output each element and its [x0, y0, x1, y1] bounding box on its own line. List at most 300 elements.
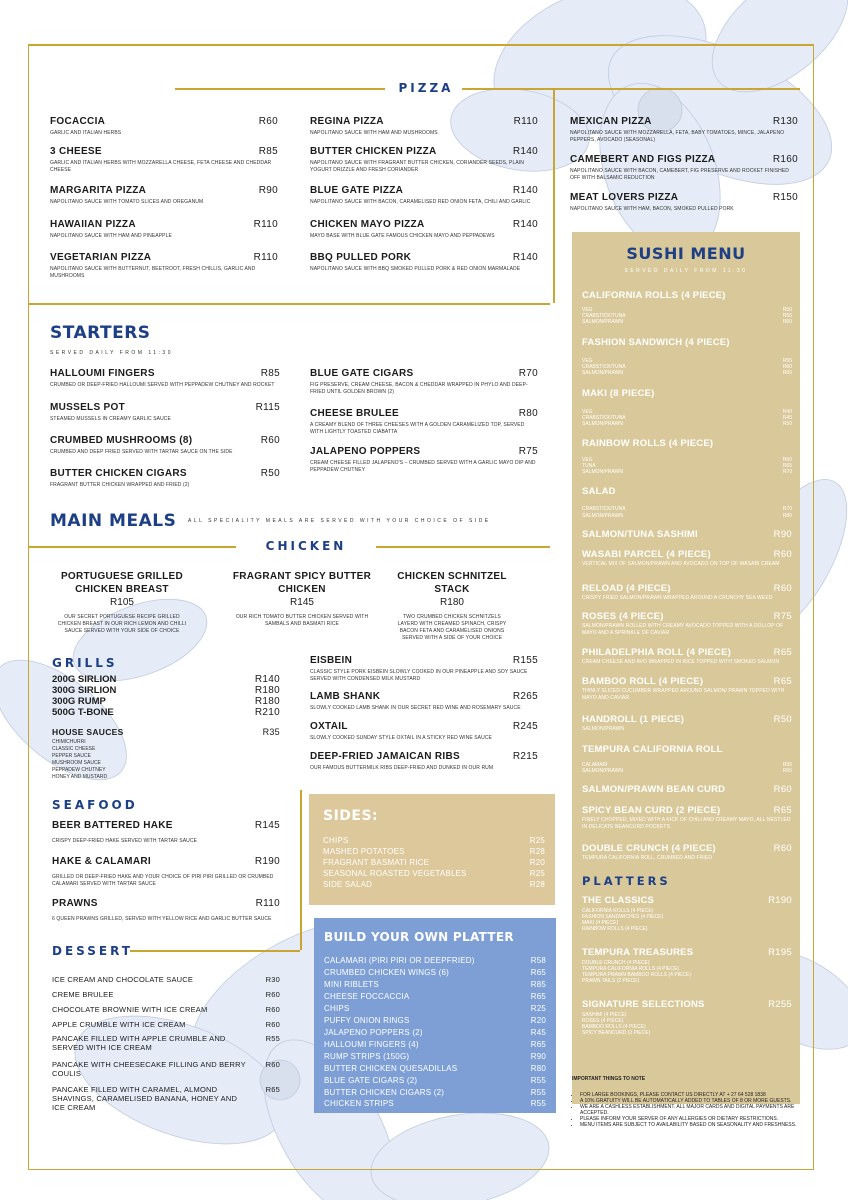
platter-row — [324, 1076, 546, 1085]
item-price: R60 — [258, 116, 278, 127]
item-price: R150 — [772, 192, 798, 203]
sauce: CHIMICHURRI — [52, 739, 86, 745]
sushi-item — [582, 647, 792, 666]
note-item: • MENU ITEMS ARE SUBJECT TO AVAILABILITY BASED ON SEASONALITY AND FRESHNESS. — [580, 1122, 802, 1128]
sushi-sub — [582, 506, 792, 512]
item-price: R70 — [518, 368, 538, 379]
item-name: OXTAIL — [310, 721, 348, 732]
sub-price: R55 — [782, 313, 792, 319]
item-name: MARGARITA PIZZA — [50, 185, 147, 196]
starters-title: STARTERS — [50, 323, 151, 343]
item-name: PANCAKE FILLED WITH APPLE CRUMBLE AND SERVED WITH ICE CREAM — [52, 1034, 226, 1052]
item-price: R65 — [530, 968, 546, 977]
item-name: CHEESE FOCCACCIA — [324, 992, 410, 1001]
sub-price: R70 — [782, 469, 792, 475]
item-price: R110 — [253, 252, 278, 263]
item-name: DEEP-FRIED JAMAICAN RIBS — [310, 751, 460, 762]
grills-list — [52, 674, 280, 718]
item-price: R28 — [529, 880, 545, 889]
sushi-panel — [572, 232, 800, 1104]
item-price: R85 — [530, 980, 546, 989]
chicken-item — [228, 570, 376, 628]
sushi-sub — [582, 370, 792, 376]
platter-row — [324, 1064, 546, 1073]
pizza-item — [310, 219, 538, 240]
item-price: R28 — [529, 847, 545, 856]
pizza-item — [50, 146, 278, 174]
house-sauces — [52, 727, 280, 781]
item-name: CHIPS — [324, 1004, 350, 1013]
sub-name: SALMON/PRAWN — [582, 768, 623, 774]
pizza-item — [570, 192, 798, 213]
item-desc: SLOWLY COOKED LAMB SHANK IN OUR SECRET RED WINE AND ROSEMARY SAUCE — [310, 705, 521, 711]
item-name: SIDE SALAD — [323, 880, 373, 889]
item-desc: OUR SECRET PORTUGUESE RECIPE GRILLED CHICKEN BREAST IN OUR RICH LEMON AND CHILLI SAUCE SERVED WITH YOUR SIDE OF CHOICE — [57, 614, 187, 634]
item-name: FASHION SANDWICH (4 PIECE) — [582, 337, 730, 348]
item-price: R65 — [530, 1040, 546, 1049]
sauce: CLASSIC CHEESE — [52, 746, 96, 752]
platter-line: FASHION SANDWICHES (4 PIECE) — [582, 914, 664, 920]
item-price: R145 — [254, 820, 280, 831]
sauces-price: R35 — [262, 727, 280, 737]
item-name: TEMPURA CALIFORNIA ROLL — [582, 744, 723, 755]
item-name: CHICKEN MAYO PIZZA — [310, 219, 425, 230]
main-meals-note: ALL SPECIALITY MEALS ARE SERVED WITH YOUR CHOICE OF SIDE — [188, 518, 491, 524]
sub-price: R60 — [782, 364, 792, 370]
item-price: R245 — [512, 721, 538, 732]
item-desc: NAPOLITANO SAUCE WITH MOZZARELLA, FETA, BABY TOMATOES, MINCE, JALAPENO PEPPERS, AVOCADO (SEASONAL) — [570, 130, 785, 143]
sushi-item — [582, 784, 792, 795]
starters-subtitle: SERVED DAILY FROM 11:30 — [50, 350, 173, 356]
sub-price: R50 — [782, 307, 792, 313]
note-item: • A 10% GRATUITY WILL BE AUTOMATICALLY ADDED TO TABLES OF 8 OR MORE GUESTS. — [580, 1098, 802, 1104]
item-desc: THINLY SLICED CUCUMBER WRAPPED AROUND SALMON/ PRAWN TOPPED WITH MAYO AND CAVIAR — [582, 688, 785, 701]
platter-line: DOUBLE CRUNCH (4 PIECE) — [582, 960, 650, 966]
item-name: CHOCOLATE BROWNIE WITH ICE CREAM — [52, 1005, 208, 1014]
main-item — [310, 751, 538, 772]
platter-line: PRAWN TAILS (2 PIECE) — [582, 978, 640, 984]
grill-row — [52, 674, 280, 685]
item-price: R60 — [265, 1060, 280, 1069]
sushi-item — [582, 843, 792, 862]
important-notes — [572, 1076, 802, 1128]
sub-price: R80 — [782, 513, 792, 519]
sushi-subtitle: SERVED DAILY FROM 11:30 — [624, 268, 748, 274]
item-name: 300G RUMP — [52, 696, 106, 707]
item-name: RELOAD (4 PIECE) — [582, 583, 671, 594]
platters-title: PLATTERS — [582, 874, 671, 888]
item-desc: OUR RICH TOMATO BUTTER CHICKEN SERVED WITH SAMBALS AND BASMATI RICE — [235, 614, 369, 627]
item-name: RAINBOW ROLLS (4 PIECE) — [582, 438, 714, 449]
item-price: R55 — [265, 1034, 280, 1043]
item-name: HALLOUMI FINGERS (4) — [324, 1040, 419, 1049]
pizza-item — [310, 252, 538, 273]
item-price: R215 — [512, 751, 538, 762]
sushi-item — [582, 744, 792, 774]
item-name: SALAD — [582, 486, 616, 497]
starter-item — [310, 408, 538, 436]
item-name: CHICKEN SCHNITZEL STACK — [397, 571, 507, 595]
item-name: 500G T-BONE — [52, 707, 114, 718]
item-price: R60 — [773, 549, 792, 560]
item-name: CRUMBED MUSHROOMS (8) — [50, 435, 193, 446]
item-name: JALAPENO POPPERS (2) — [324, 1028, 423, 1037]
grills-title: GRILLS — [52, 656, 118, 670]
sub-name: CRABSTICK/TUNA — [582, 313, 626, 319]
platter-row — [324, 1004, 546, 1013]
pizza-item — [310, 116, 538, 137]
item-name: 200G SIRLION — [52, 674, 117, 685]
item-name: PORTUGUESE GRILLED CHICKEN BREAST — [60, 571, 184, 595]
sub-name: SALMON/PRAWN — [582, 370, 623, 376]
item-price: R65 — [773, 676, 792, 687]
dessert-title: DESSERT — [52, 944, 133, 958]
item-price: R50 — [260, 468, 280, 479]
item-name: BLUE GATE CIGARS (2) — [324, 1076, 418, 1085]
item-name: MEAT LOVERS PIZZA — [570, 192, 679, 203]
item-desc: FINELY CHOPPED, MIXED WITH A KICK OF CHILI AND CREAMY MAYO, ALL NESTLED IN DELICATE BEANCURD POCKETS — [582, 817, 791, 830]
item-name: BUTTER CHICKEN PIZZA — [310, 146, 437, 157]
item-desc: A CREAMY BLEND OF THREE CHEESES WITH A GOLDEN CARAMELIZED TOP, SERVED WITH LIGHTLY TOASTED CIABATTA — [310, 422, 525, 435]
item-price: R110 — [255, 898, 280, 909]
pizza-item — [570, 154, 798, 182]
item-name: CAMEBERT AND FIGS PIZZA — [570, 154, 716, 165]
right-column-divider — [553, 88, 555, 303]
item-desc: NAPOLITANO SAUCE WITH BBQ SMOKED PULLED PORK & RED ONION MARMALADE — [310, 266, 521, 272]
item-price: R65 — [530, 992, 546, 1001]
item-price: R140 — [512, 219, 538, 230]
item-name: CHICKEN STRIPS — [324, 1099, 394, 1108]
sushi-item — [582, 714, 792, 733]
item-desc: NAPOLITANO SAUCE WITH HAM, BACON, SMOKED PULLED PORK — [570, 206, 734, 212]
item-price: R25 — [529, 836, 545, 845]
seafood-title: SEAFOOD — [52, 798, 138, 812]
dessert-rule — [130, 950, 300, 952]
main-item — [310, 655, 538, 683]
pizza-item — [310, 146, 538, 174]
sauce: HONEY AND MUSTARD — [52, 774, 108, 780]
item-name: TEMPURA TREASURES — [582, 947, 694, 958]
item-price: R210 — [254, 707, 280, 718]
sushi-item — [582, 486, 792, 519]
platter-line: TEMPURA PRAWN BAMBOO ROLLS (4 PIECE) — [582, 972, 692, 978]
sauce: MUSHROOM SAUCE — [52, 760, 101, 766]
sides-panel — [309, 794, 555, 905]
sub-name: CRABSTICK/TUNA — [582, 506, 626, 512]
grill-row — [52, 707, 280, 718]
pizza-item — [50, 116, 278, 137]
item-name: CALAMARI (PIRI PIRI OR DEEPFRIED) — [324, 956, 475, 965]
item-price: R190 — [768, 895, 792, 906]
item-name: APPLE CRUMBLE WITH ICE CREAM — [52, 1020, 186, 1029]
sub-price: R65 — [782, 768, 792, 774]
side-row — [323, 880, 545, 889]
item-price: R180 — [440, 597, 464, 608]
sushi-item — [582, 611, 792, 637]
item-name: SALMON/TUNA SASHIMI — [582, 529, 698, 540]
platter-row — [324, 1040, 546, 1049]
item-name: BUTTER CHICKEN CIGARS — [50, 468, 187, 479]
sushi-platter — [582, 999, 792, 1036]
seafood-item — [52, 898, 280, 923]
item-name: BLUE GATE PIZZA — [310, 185, 404, 196]
sushi-item — [582, 583, 792, 602]
sub-price: R60 — [782, 319, 792, 325]
item-name: PHILADELPHIA ROLL (4 PIECE) — [582, 647, 731, 658]
platter-row — [324, 980, 546, 989]
platter-line: BAMBOO ROLLS (4 PIECE) — [582, 1024, 646, 1030]
item-price: R80 — [518, 408, 538, 419]
sub-price: R55 — [782, 358, 792, 364]
sushi-item — [582, 290, 792, 325]
starter-item — [50, 435, 280, 456]
sauces-title: HOUSE SAUCES — [52, 727, 124, 737]
dessert-item — [52, 1060, 280, 1078]
dessert-item — [52, 1005, 280, 1014]
platter-line: SPICY BEANCURD (2 PIECE) — [582, 1030, 651, 1036]
grills-divider — [300, 790, 302, 950]
item-desc: OUR FAMOUS BUTTERMILK RIBS DEEP-FRIED AND DUNKED IN OUR RUM — [310, 765, 494, 771]
item-desc: MAYO BASE WITH BLUE GATE FAMOUS CHICKEN MAYO AND PEPPADEWS — [310, 233, 495, 239]
item-desc: NAPOLITANO SAUCE WITH BUTTERNUT, BEETROOT, FRESH CHILLIS, GARLIC AND MUSHROOMS — [50, 266, 256, 279]
item-name: HANDROLL (1 PIECE) — [582, 714, 685, 725]
sushi-item — [582, 805, 792, 831]
pizza-item — [570, 116, 798, 144]
sub-name: CALAMARI — [582, 762, 608, 768]
side-row — [323, 836, 545, 845]
sub-name: SALMON/PRAWN — [582, 421, 623, 427]
item-desc: NAPOLITANO SAUCE WITH HAM AND PINEAPPLE — [50, 233, 172, 239]
item-desc: NAPOLITANO SAUCE WITH TOMATO SLICES AND OREGANUM — [50, 199, 204, 205]
sushi-item — [582, 438, 792, 475]
pizza-item — [310, 185, 538, 206]
platter-line: ROSES (4 PIECE) — [582, 1018, 624, 1024]
sub-price: R55 — [782, 762, 792, 768]
sub-price: R50 — [782, 421, 792, 427]
item-desc: GARLIC AND ITALIAN HERBS — [50, 130, 122, 136]
item-name: EISBEIN — [310, 655, 353, 666]
item-name: WASABI PARCEL (4 PIECE) — [582, 549, 711, 560]
item-name: REGINA PIZZA — [310, 116, 384, 127]
item-price: R85 — [260, 368, 280, 379]
platter-row — [324, 992, 546, 1001]
item-name: HAKE & CALAMARI — [52, 856, 151, 867]
top-rule — [28, 44, 814, 46]
item-price: R65 — [265, 1085, 280, 1094]
side-row — [323, 869, 545, 878]
item-name: BBQ PULLED PORK — [310, 252, 412, 263]
platter-row — [324, 1052, 546, 1061]
pizza-rule-right — [462, 88, 800, 90]
sub-name: SALMON/PRAWN — [582, 513, 623, 519]
sub-name: TUNA — [582, 463, 596, 469]
sauce: PEPPADEW CHUTNEY — [52, 767, 106, 773]
main-meals-title: MAIN MEALS — [50, 511, 177, 531]
item-name: CHEESE BRULEE — [310, 408, 399, 419]
item-name: MEXICAN PIZZA — [570, 116, 652, 127]
item-name: HALLOUMI FINGERS — [50, 368, 155, 379]
starter-item — [50, 468, 280, 489]
sushi-item — [582, 337, 792, 376]
dessert-item — [52, 990, 280, 999]
platter-panel — [314, 918, 556, 1113]
sub-name: VEG — [582, 457, 593, 463]
item-name: THE CLASSICS — [582, 895, 655, 906]
item-name: FOCACCIA — [50, 116, 106, 127]
item-price: R65 — [773, 805, 792, 816]
sub-name: CRABSTICK/TUNA — [582, 364, 626, 370]
sushi-item — [582, 549, 792, 568]
item-price: R105 — [110, 597, 134, 608]
item-price: R60 — [265, 1005, 280, 1014]
sides-title: SIDES: — [323, 808, 379, 824]
pizza-item — [50, 185, 278, 206]
item-name: CHIPS — [323, 836, 349, 845]
sub-name: VEG — [582, 409, 593, 415]
item-price: R115 — [255, 402, 280, 413]
item-price: R90 — [258, 185, 278, 196]
item-name: SIGNATURE SELECTIONS — [582, 999, 705, 1010]
platter-row — [324, 1028, 546, 1037]
pizza-title: PIZZA — [398, 81, 454, 95]
starter-item — [50, 402, 280, 423]
item-desc: FIG PRESERVE, CREAM CHEESE, BACON & CHEDDAR WRAPPED IN PHYLO AND DEEP-FRIED UNTIL GOLDEN BROWN (2) — [310, 382, 528, 395]
chicken-rule-left — [40, 546, 41, 548]
item-name: MASHED POTATOES — [323, 847, 405, 856]
chicken-title: CHICKEN — [236, 539, 376, 553]
item-price: R75 — [773, 611, 792, 622]
item-name: MAKI (8 PIECE) — [582, 388, 655, 399]
sub-name: VEG — [582, 358, 593, 364]
notes-title: IMPORTANT THINGS TO NOTE — [572, 1076, 646, 1082]
dessert-item — [52, 1020, 280, 1029]
item-price: R80 — [530, 1064, 546, 1073]
notes-list — [572, 1092, 802, 1128]
dessert-item — [52, 1034, 280, 1052]
sub-name: SALMON/PRAWN — [582, 469, 623, 475]
sub-price: R65 — [782, 370, 792, 376]
item-name: 3 CHEESE — [50, 146, 102, 157]
item-price: R90 — [530, 1052, 546, 1061]
item-desc: CRUMBED OR DEEP-FRIED HALLOUMI SERVED WITH PEPPADEW CHUTNEY AND ROCKET — [50, 382, 275, 388]
platter-line: TEMPURA CALIFORNIA ROLLS (4 PIECE) — [582, 966, 679, 972]
platter-line: MAKI (4 PIECE) — [582, 920, 619, 926]
sub-name: CRABSTICK/TUNA — [582, 415, 626, 421]
item-price: R30 — [265, 975, 280, 984]
seafood-item — [52, 820, 280, 845]
item-name: BEER BATTERED HAKE — [52, 820, 173, 831]
main-item — [310, 691, 538, 712]
sushi-sub — [582, 513, 792, 519]
sub-name: SALMON/PRAWN — [582, 319, 623, 325]
item-price: R20 — [529, 858, 545, 867]
sushi-sub — [582, 421, 792, 427]
item-price: R75 — [518, 446, 538, 457]
platter-row — [324, 1099, 546, 1108]
item-name: ICE CREAM AND CHOCOLATE SAUCE — [52, 975, 194, 984]
item-price: R45 — [530, 1028, 546, 1037]
item-desc: GARLIC AND ITALIAN HERBS WITH MOZZARELLA CHEESE, FETA CHEESE AND CHEDDAR CHEESE — [50, 160, 272, 173]
item-desc: CRUMBED AND DEEP FRIED SERVED WITH TARTAR SAUCE ON THE SIDE — [50, 449, 233, 455]
item-desc: NAPOLITANO SAUCE WITH BACON, CARAMELISED RED ONION FETA, CHILI AND GARLIC — [310, 199, 531, 205]
sub-price: R65 — [782, 463, 792, 469]
item-name: BAMBOO ROLL (4 PIECE) — [582, 676, 704, 687]
item-price: R85 — [258, 146, 278, 157]
item-price: R140 — [512, 252, 538, 263]
starter-item — [310, 446, 538, 474]
chicken-item — [394, 570, 510, 642]
item-desc: CRISPY DEEP-FRIED HAKE SERVED WITH TARTAR SAUCE — [52, 838, 198, 844]
item-price: R58 — [530, 956, 546, 965]
side-row — [323, 847, 545, 856]
dessert-item — [52, 975, 280, 984]
item-price: R180 — [254, 685, 280, 696]
sushi-platter — [582, 947, 792, 984]
item-desc: CREAM CHEESE FILLED JALAPENO'S – CRUMBED SERVED WITH A GARLIC MAYO DIP AND PEPPADEW CHUTNEY — [310, 460, 536, 473]
item-price: R195 — [768, 947, 792, 958]
item-price: R60 — [265, 990, 280, 999]
item-price: R55 — [530, 1088, 546, 1097]
item-desc: GRILLED OR DEEP-FRIED HAKE AND YOUR CHOICE OF PIRI PIRI GRILLED OR CRUMBED CALAMARI SERVED WITH TARTAR SAUCE — [52, 874, 274, 887]
item-price: R20 — [530, 1016, 546, 1025]
sushi-item — [582, 676, 792, 702]
item-name: SEASONAL ROASTED VEGETABLES — [323, 869, 467, 878]
sushi-platter — [582, 895, 792, 932]
item-price: R25 — [529, 869, 545, 878]
item-name: HAWAIIAN PIZZA — [50, 219, 136, 230]
item-desc: FRAGRANT BUTTER CHICKEN WRAPPED AND FRIED (2) — [50, 482, 190, 488]
item-price: R60 — [773, 583, 792, 594]
item-name: SPICY BEAN CURD (2 PIECE) — [582, 805, 721, 816]
item-price: R180 — [254, 696, 280, 707]
item-price: R190 — [254, 856, 280, 867]
item-name: BLUE GATE CIGARS — [310, 368, 414, 379]
platter-line: CALIFORNIA ROLLS (4 PIECE) — [582, 908, 654, 914]
item-price: R60 — [773, 784, 792, 795]
pizza-rule-left — [175, 88, 385, 90]
platter-row — [324, 1016, 546, 1025]
sub-name: VEG — [582, 307, 593, 313]
item-name: LAMB SHANK — [310, 691, 381, 702]
item-price: R140 — [512, 146, 538, 157]
item-name: CREME BRULEE — [52, 990, 114, 999]
item-name: CALIFORNIA ROLLS (4 PIECE) — [582, 290, 726, 301]
item-name: DOUBLE CRUNCH (4 PIECE) — [582, 843, 716, 854]
item-name: PANCAKE FILLED WITH CARAMEL, ALMOND SHAVINGS, CARAMELISED BANANA, HONEY AND ICE CREAM — [52, 1085, 238, 1112]
item-price: R60 — [260, 435, 280, 446]
item-desc: STEAMED MUSSELS IN CREAMY GARLIC SAUCE — [50, 416, 171, 422]
sushi-sub — [582, 319, 792, 325]
starter-item — [310, 368, 538, 396]
item-price: R145 — [290, 597, 314, 608]
item-name: MUSSELS POT — [50, 402, 125, 413]
item-price: R60 — [265, 1020, 280, 1029]
item-desc: TWO CRUMBED CHICKEN SCHNITZELS LAYERD WITH CREAMED SPINACH, CRISPY BACON FETA AND CARAMELISED ONIONS SERVED WITH A SIDE OF YOUR CHOICE — [397, 614, 507, 641]
note-item: • WE ARE A CASHLESS ESTABLISHMENT. ALL MAJOR CARDS AND DIGITAL PAYMENTS ARE ACCEPTED. — [580, 1104, 802, 1116]
sub-price: R40 — [782, 409, 792, 415]
item-price: R140 — [512, 185, 538, 196]
note-item: • FOR LARGE BOOKINGS, PLEASE CONTACT US DIRECTLY AT + 27 64 528 1838 — [580, 1092, 802, 1098]
seafood-item — [52, 856, 280, 888]
sushi-sub — [582, 469, 792, 475]
item-price: R140 — [254, 674, 280, 685]
item-price: R255 — [768, 999, 792, 1010]
item-desc: NAPOLITANO SAUCE WITH BACON, CAMEBERT, FIG PRESERVE AND ROCKET FINISHED OFF WITH BALSAMIC REDUCTION — [570, 168, 789, 181]
item-desc: 6 QUEEN PRAWNS GRILLED, SERVED WITH YELLOW RICE AND GARLIC BUTTER SAUCE — [52, 916, 272, 922]
item-desc: CLASSIC STYLE PORK EISBEIN SLOWLY COOKED IN OUR PINEAPPLE AND SOY SAUCE SERVED WITH CONDENSED MILK MUSTARD — [310, 669, 528, 682]
sub-price: R60 — [782, 457, 792, 463]
item-desc: VERTICAL MIX OF SALMON/PRAWN AND AVOCADO ON TOP OF WASABI CREAM — [582, 561, 780, 567]
